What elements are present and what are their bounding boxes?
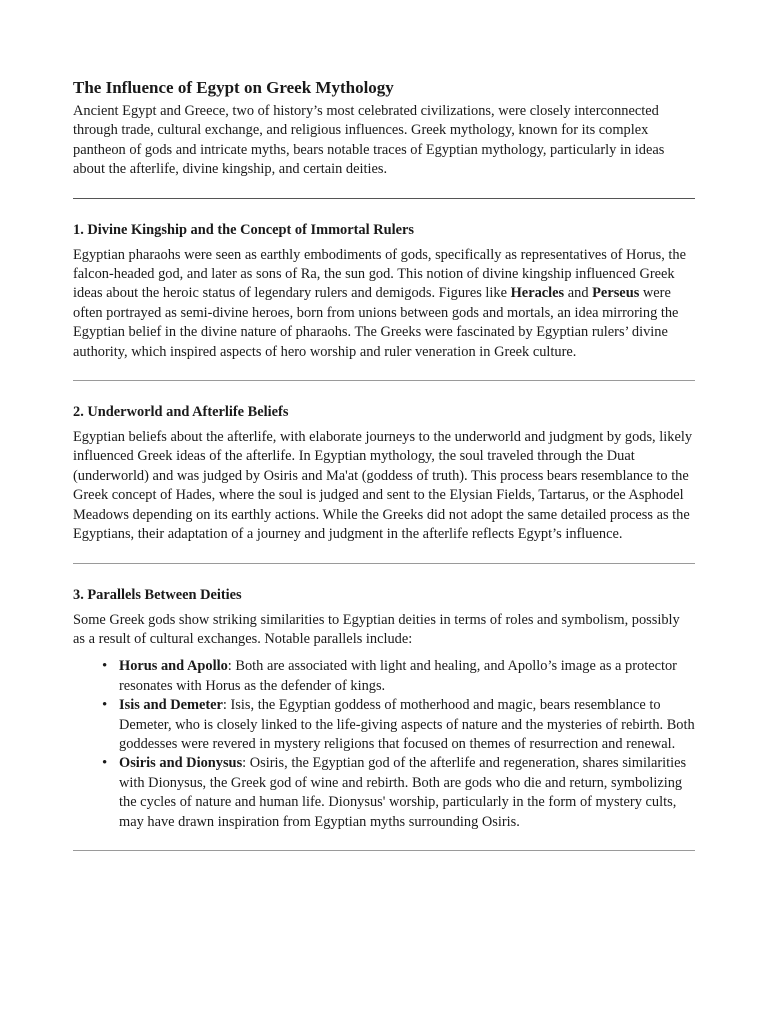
section-divider xyxy=(73,850,695,851)
paragraph-text: were often portrayed as semi-divine heroes, born from unions between gods and mortals, an idea mirroring the Egyptian belief in the divine nature of pharaohs. The Greeks were fascinated by Egyptian rulers’ divine authority, which inspired aspects of hero worship and ruler veneration in Greek culture. xyxy=(73,285,679,360)
section-heading-deities: 3. Parallels Between Deities xyxy=(73,586,242,603)
document-title: The Influence of Egypt on Greek Mythology xyxy=(73,78,394,97)
section-heading-underworld: 2. Underworld and Afterlife Beliefs xyxy=(73,404,289,421)
list-item-text: : Both are associated with light and healing, and Apollo’s image as a protector resonates with Horus as the defender of kings. xyxy=(119,658,677,694)
paragraph-text: and xyxy=(564,285,593,302)
list-item xyxy=(119,657,695,696)
section-divider xyxy=(73,198,695,199)
list-item-text: : Isis, the Egyptian goddess of motherhood and magic, bears resemblance to Demeter, who is closely linked to the life-giving aspects of nature and the mysteries of rebirth. Both goddesses were revered in mystery religions that focused on themes of resurrection and renewal. xyxy=(119,697,695,752)
list-item-term: Osiris and Dionysus xyxy=(119,755,243,772)
list-item xyxy=(119,754,695,832)
section-divider xyxy=(73,380,695,381)
bold-term-heracles: Heracles xyxy=(510,285,565,302)
section-paragraph-divine-kingship xyxy=(73,246,695,362)
section-paragraph-deities: Some Greek gods show striking similarities to Egyptian deities in terms of roles and symbolism, possibly as a result of cultural exchanges. Notable parallels include: xyxy=(73,611,680,647)
deity-parallels-list xyxy=(73,657,695,832)
document-page xyxy=(73,78,695,873)
bold-term-perseus: Perseus xyxy=(592,285,640,302)
section-paragraph-underworld: Egyptian beliefs about the afterlife, with elaborate journeys to the underworld and judgment by gods, likely influenced Greek ideas of the afterlife. In Egyptian mythology, the soul traveled through the Duat (underworld) and was judged by Osiris and Ma'at (goddess of truth). This process bears resemblance to the Greek concept of Hades, where the soul is judged and sent to the Elysian Fields, Tartarus, or the Asphodel Meadows depending on its earthly actions. While the Greeks did not adopt the same detailed process as the Egyptians, their adaptation of a journey and judgment in the afterlife reflects Egypt’s influence. xyxy=(73,429,693,543)
list-item-term: Isis and Demeter xyxy=(119,697,223,714)
list-item-text: : Osiris, the Egyptian god of the afterlife and regeneration, shares similarities with Dionysus, the Greek god of wine and rebirth. Both are gods who die and return, symbolizing the cycles of nature and human life. Dionysus' worship, particularly in the form of mystery cults, may have drawn inspiration from Egyptian myths surrounding Osiris. xyxy=(119,755,687,830)
section-heading-divine-kingship: 1. Divine Kingship and the Concept of Immortal Rulers xyxy=(73,221,414,238)
list-item-term: Horus and Apollo xyxy=(119,658,228,675)
paragraph-text: Egyptian pharaohs were seen as earthly embodiments of gods, specifically as representatives of Horus, the falcon-headed god, and later as sons of Ra, the sun god. This notion of divine kingship influenced Greek ideas about the heroic status of legendary rulers and demigods. Figures like xyxy=(73,246,687,302)
intro-paragraph: Ancient Egypt and Greece, two of history’s most celebrated civilizations, were closely interconnected through trade, cultural exchange, and religious influences. Greek mythology, known for its complex pantheon of gods and intricate myths, bears notable traces of Egyptian mythology, particularly in ideas about the afterlife, divine kingship, and certain deities. xyxy=(73,103,665,178)
list-item xyxy=(119,696,695,754)
section-divider xyxy=(73,563,695,564)
